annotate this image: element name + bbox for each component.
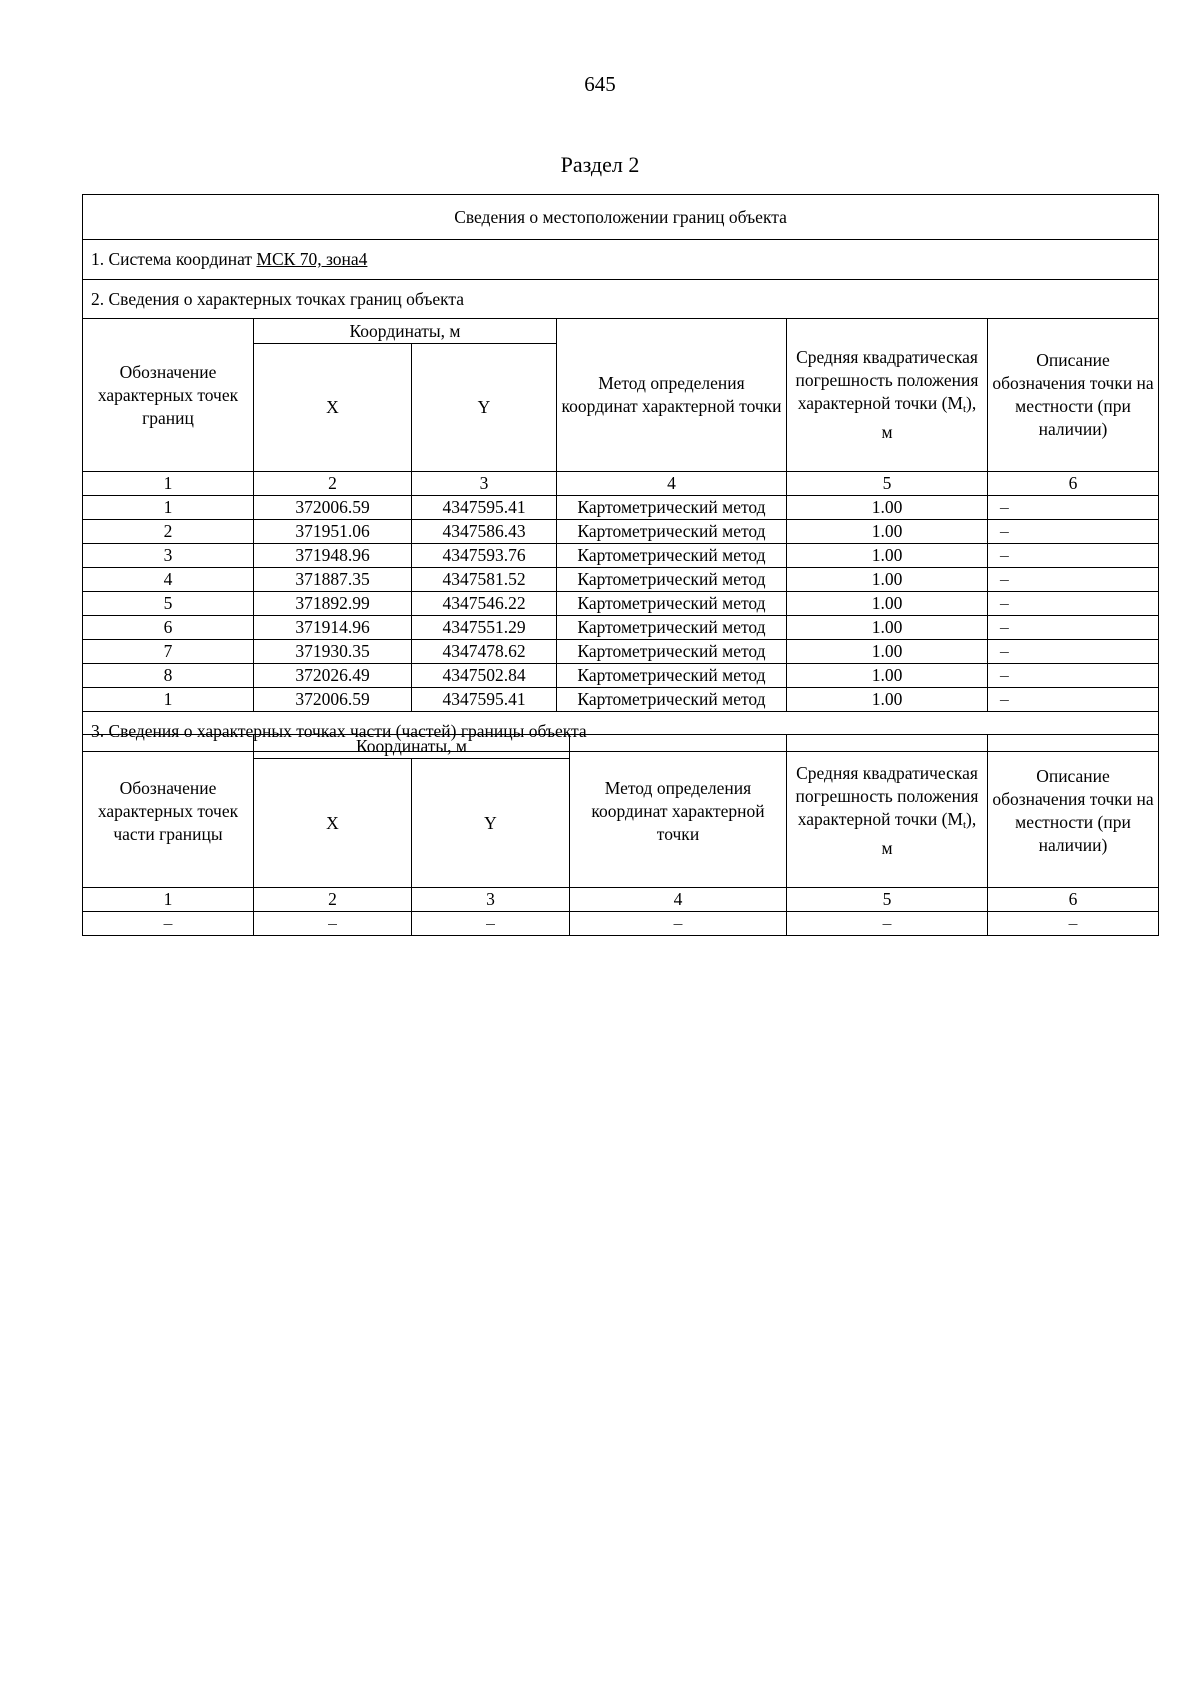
header-method: Метод определения координат характерной точки	[557, 319, 787, 472]
header-y: Y	[412, 344, 557, 472]
boundary-table	[82, 194, 1159, 752]
point-y: 4347502.84	[412, 664, 557, 688]
table-row	[83, 520, 1159, 544]
point-description: –	[988, 640, 1159, 664]
column-number: 6	[988, 472, 1159, 496]
point-x: 371951.06	[254, 520, 412, 544]
part-cell: –	[570, 912, 787, 936]
point-description: –	[988, 568, 1159, 592]
coord-system-row	[83, 240, 1159, 280]
part-header-method: Метод определения координат характерной точки	[570, 735, 787, 888]
point-y: 4347595.41	[412, 688, 557, 712]
point-id: 5	[83, 592, 254, 616]
point-error: 1.00	[787, 568, 988, 592]
part-boundary-table	[82, 734, 1159, 936]
point-x: 372006.59	[254, 496, 412, 520]
point-error: 1.00	[787, 520, 988, 544]
part-header-coordinates: Координаты, м	[254, 735, 570, 759]
coord-system-value: МСК 70, зона4	[256, 249, 368, 269]
table-row	[83, 568, 1159, 592]
point-description: –	[988, 520, 1159, 544]
part-header-error	[787, 735, 988, 888]
point-description: –	[988, 592, 1159, 616]
part-header-description: Описание обозначения точки на местности (при наличии)	[988, 735, 1159, 888]
table-row	[83, 544, 1159, 568]
table-title: Сведения о местоположении границ объекта	[83, 195, 1159, 240]
part-cell: –	[83, 912, 254, 936]
part-cell: –	[254, 912, 412, 936]
section-title: Раздел 2	[560, 152, 640, 177]
column-number: 3	[412, 472, 557, 496]
header-point-designation: Обозначение характерных точек границ	[83, 319, 254, 472]
point-error: 1.00	[787, 496, 988, 520]
point-method: Картометрический метод	[557, 496, 787, 520]
header-error-unit: ), м	[881, 393, 977, 442]
point-x: 372026.49	[254, 664, 412, 688]
part-column-number-row	[83, 888, 1159, 912]
section2-heading: 2. Сведения о характерных точках границ объекта	[83, 280, 1159, 319]
point-description: –	[988, 688, 1159, 712]
part-header-error-sub: t	[962, 819, 967, 831]
header-error	[787, 319, 988, 472]
point-x: 372006.59	[254, 688, 412, 712]
column-number: 2	[254, 472, 412, 496]
part-header-error-text: Средняя квадратическая погрешность положения характерной точки (M	[795, 763, 979, 829]
part-header-error-unit: ), м	[881, 809, 977, 858]
point-id: 2	[83, 520, 254, 544]
point-id: 1	[83, 688, 254, 712]
point-method: Картометрический метод	[557, 544, 787, 568]
point-description: –	[988, 616, 1159, 640]
header-error-sub: t	[962, 403, 967, 415]
table-row	[83, 496, 1159, 520]
part-header-x: X	[254, 759, 412, 888]
point-method: Картометрический метод	[557, 616, 787, 640]
table-row	[83, 592, 1159, 616]
part-header-point-designation: Обозначение характерных точек части границы	[83, 735, 254, 888]
point-description: –	[988, 664, 1159, 688]
column-number: 5	[787, 472, 988, 496]
table-row	[83, 640, 1159, 664]
point-id: 7	[83, 640, 254, 664]
point-error: 1.00	[787, 664, 988, 688]
point-id: 4	[83, 568, 254, 592]
table-row	[83, 688, 1159, 712]
part-cell: –	[988, 912, 1159, 936]
point-x: 371887.35	[254, 568, 412, 592]
table-row	[83, 912, 1159, 936]
point-x: 371948.96	[254, 544, 412, 568]
point-y: 4347581.52	[412, 568, 557, 592]
column-number: 1	[83, 472, 254, 496]
point-error: 1.00	[787, 616, 988, 640]
column-number: 4	[570, 888, 787, 912]
table-row	[83, 616, 1159, 640]
point-id: 8	[83, 664, 254, 688]
header-description: Описание обозначения точки на местности (при наличии)	[988, 319, 1159, 472]
point-id: 6	[83, 616, 254, 640]
point-method: Картометрический метод	[557, 568, 787, 592]
column-number: 5	[787, 888, 988, 912]
point-y: 4347593.76	[412, 544, 557, 568]
point-y: 4347595.41	[412, 496, 557, 520]
point-y: 4347546.22	[412, 592, 557, 616]
header-coordinates: Координаты, м	[254, 319, 557, 344]
point-y: 4347586.43	[412, 520, 557, 544]
point-method: Картометрический метод	[557, 688, 787, 712]
section3-heading: 3. Сведения о характерных точках части (частей) границы объекта	[83, 712, 1159, 752]
point-error: 1.00	[787, 640, 988, 664]
header-x: X	[254, 344, 412, 472]
point-y: 4347551.29	[412, 616, 557, 640]
column-number: 6	[988, 888, 1159, 912]
page-number: 645	[584, 72, 616, 96]
point-id: 3	[83, 544, 254, 568]
point-method: Картометрический метод	[557, 664, 787, 688]
point-description: –	[988, 544, 1159, 568]
point-id: 1	[83, 496, 254, 520]
point-x: 371914.96	[254, 616, 412, 640]
point-method: Картометрический метод	[557, 640, 787, 664]
column-number: 2	[254, 888, 412, 912]
column-number: 1	[83, 888, 254, 912]
table-row	[83, 664, 1159, 688]
column-number: 4	[557, 472, 787, 496]
point-method: Картометрический метод	[557, 592, 787, 616]
point-error: 1.00	[787, 592, 988, 616]
coord-system-label: 1. Система координат	[91, 249, 253, 269]
point-method: Картометрический метод	[557, 520, 787, 544]
point-description: –	[988, 496, 1159, 520]
column-number: 3	[412, 888, 570, 912]
part-cell: –	[412, 912, 570, 936]
part-header-y: Y	[412, 759, 570, 888]
point-error: 1.00	[787, 688, 988, 712]
column-number-row	[83, 472, 1159, 496]
point-x: 371930.35	[254, 640, 412, 664]
point-y: 4347478.62	[412, 640, 557, 664]
header-error-text: Средняя квадратическая погрешность положения характерной точки (M	[795, 347, 979, 413]
part-cell: –	[787, 912, 988, 936]
point-error: 1.00	[787, 544, 988, 568]
point-x: 371892.99	[254, 592, 412, 616]
